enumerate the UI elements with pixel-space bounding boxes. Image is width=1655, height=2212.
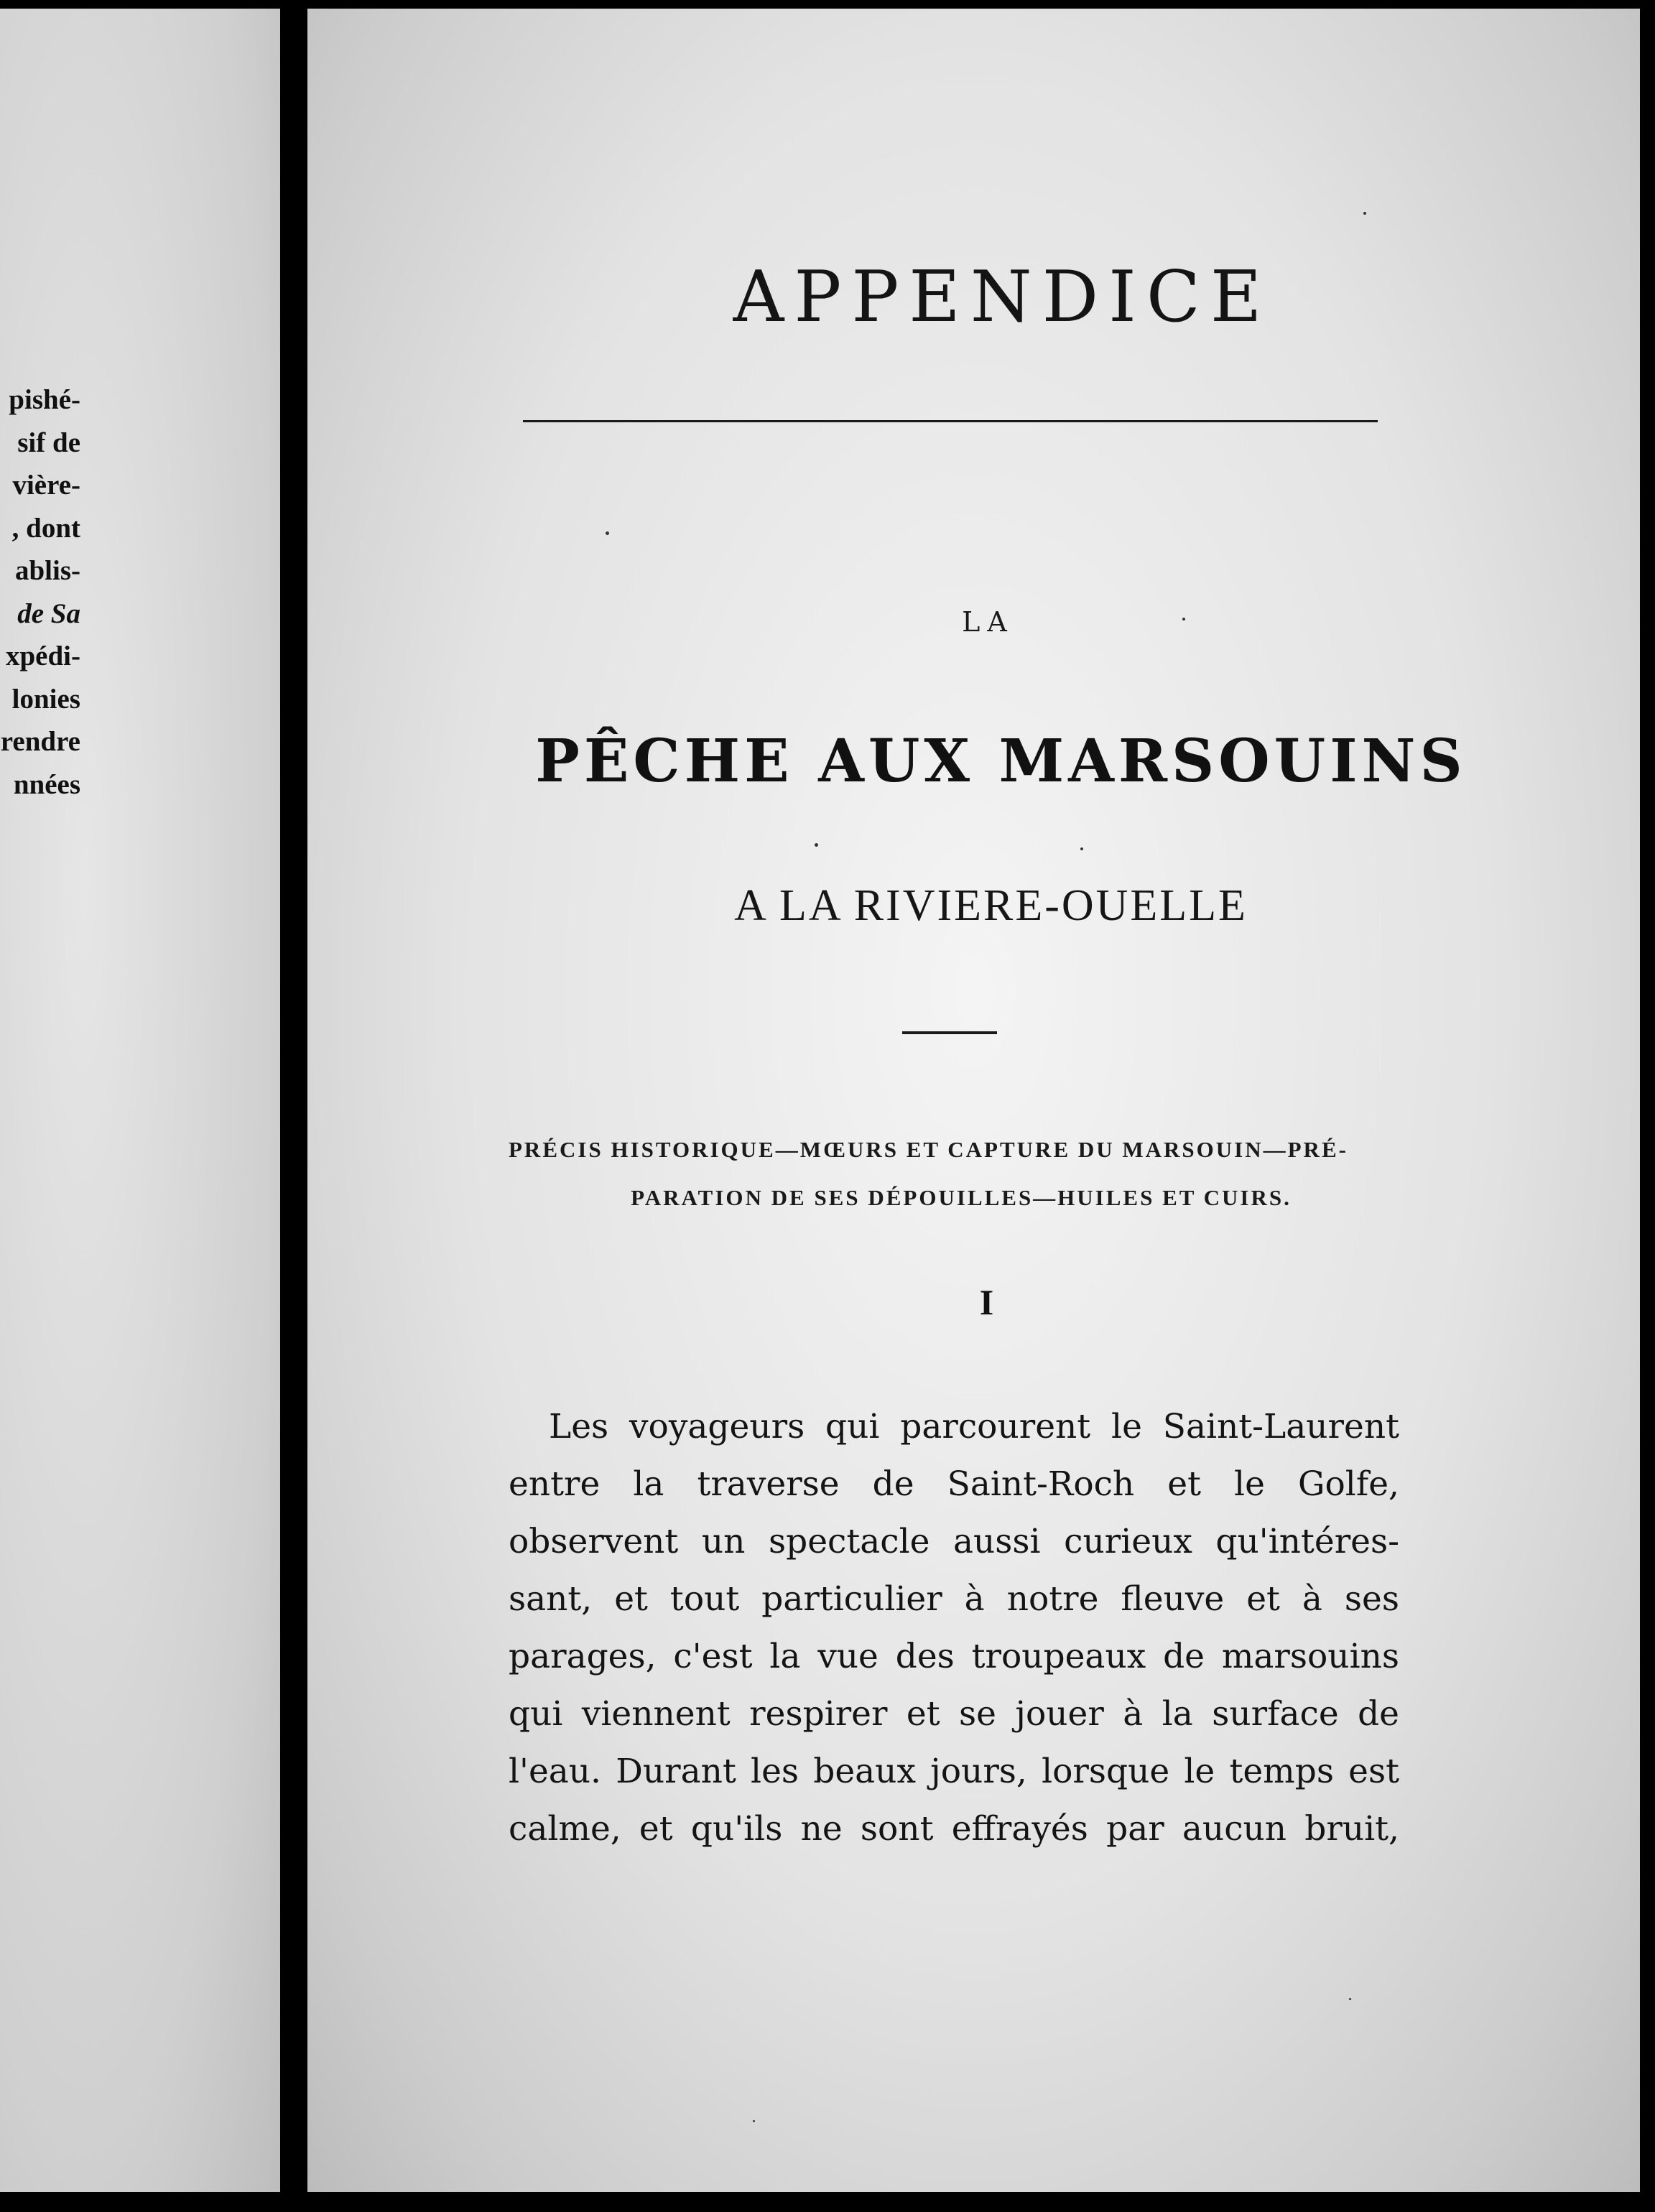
section-number: I [979, 1282, 994, 1322]
title-rule [523, 420, 1378, 422]
left-line: nnées [13, 768, 80, 800]
right-frame-edge [1640, 0, 1655, 2212]
body-line: observent un spectacle aussi curieux qu'intéres- [509, 1522, 1399, 1561]
body-line: l'eau. Durant les beaux jours, lorsque le temps est [509, 1752, 1399, 1791]
page-gutter [280, 0, 307, 2212]
left-line: pishé- [9, 384, 80, 415]
left-line: ablis- [14, 555, 80, 586]
body-line: sant, et tout particulier à notre fleuve et à ses [509, 1579, 1399, 1619]
section-rule [902, 1031, 997, 1034]
left-line: rendre [0, 726, 80, 757]
left-page-fragment [0, 9, 280, 2192]
left-line: sif de [17, 427, 80, 458]
left-line: xpédi- [5, 641, 80, 672]
body-line: parages, c'est la vue des troupeaux de marsouins [509, 1637, 1399, 1676]
chapter-summary [509, 1125, 1421, 1222]
left-page-text [0, 378, 80, 806]
left-line: , dont [11, 512, 80, 544]
left-line: de Sa [17, 598, 80, 629]
left-line: lonies [11, 683, 80, 715]
chapter-heading: PÊCHE AUX MARSOUINS [535, 727, 1467, 796]
page-title: APPENDICE [733, 256, 1272, 338]
main-page [307, 9, 1640, 2192]
body-line: Les voyageurs qui parcourent le Saint-Laurent [549, 1407, 1399, 1446]
body-paragraph [509, 1398, 1399, 1858]
body-line: calme, et qu'ils ne sont effrayés par aucun bruit, [509, 1809, 1399, 1849]
left-line: vière- [12, 470, 80, 501]
summary-line: PARATION DE SES DÉPOUILLES—HUILES ET CUIRS. [631, 1185, 1292, 1210]
heading-kicker: LA [962, 606, 1014, 638]
chapter-subheading: A LA RIVIERE-OUELLE [734, 881, 1248, 930]
body-line: qui viennent respirer et se jouer à la surface de [509, 1694, 1399, 1734]
body-line: entre la traverse de Saint-Roch et le Golfe, [509, 1464, 1399, 1504]
summary-line: PRÉCIS HISTORIQUE—MŒURS ET CAPTURE DU MARSOUIN—PRÉ- [509, 1137, 1348, 1162]
